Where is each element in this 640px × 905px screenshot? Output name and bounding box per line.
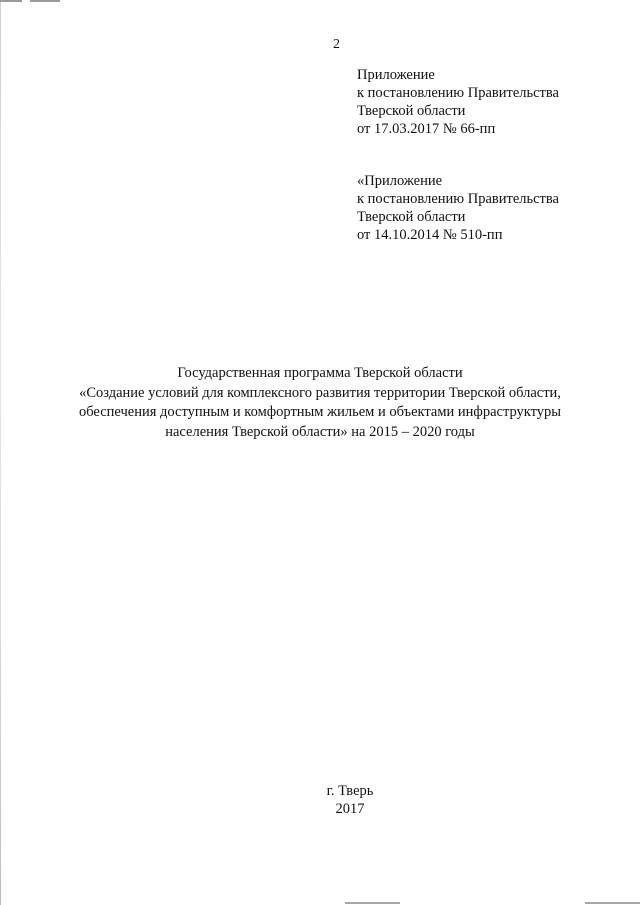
annex-original-block xyxy=(357,172,559,244)
annex-current-line-2: к постановлению Правительства xyxy=(357,85,559,101)
scan-edge-left xyxy=(0,0,1,905)
annex-original-line-3: Тверской области xyxy=(357,209,466,225)
annex-original-line-4: от 14.10.2014 № 510-пп xyxy=(357,227,503,243)
annex-current-line-1: Приложение xyxy=(357,67,435,83)
program-title-line-3: обеспечения доступным и комфортным жильем и объектами инфраструктуры xyxy=(78,404,562,420)
city-name: г. Тверь xyxy=(326,783,374,799)
page-number: 2 xyxy=(333,37,340,52)
program-title-line-4: населения Тверской области» на 2015 – 2020 годы xyxy=(165,423,475,440)
place-and-year xyxy=(220,782,480,818)
scan-mark-top-left-2 xyxy=(30,0,60,2)
program-title xyxy=(40,364,600,442)
annex-original-line-1: «Приложение xyxy=(357,173,443,189)
program-title-line-2: «Создание условий для комплексного развития территории Тверской области, xyxy=(79,384,561,401)
annex-current-line-4: от 17.03.2017 № 66-пп xyxy=(357,121,496,137)
annex-current-block xyxy=(357,66,559,138)
program-title-line-1: Государственная программа Тверской области xyxy=(177,365,463,381)
scan-mark-top-left xyxy=(0,0,22,2)
scan-mark-bottom-right xyxy=(585,902,640,904)
scan-mark-bottom-center xyxy=(345,902,400,904)
annex-current-line-3: Тверской области xyxy=(357,103,466,119)
annex-original-line-2: к постановлению Правительства xyxy=(357,191,559,207)
document-year: 2017 xyxy=(335,801,365,817)
